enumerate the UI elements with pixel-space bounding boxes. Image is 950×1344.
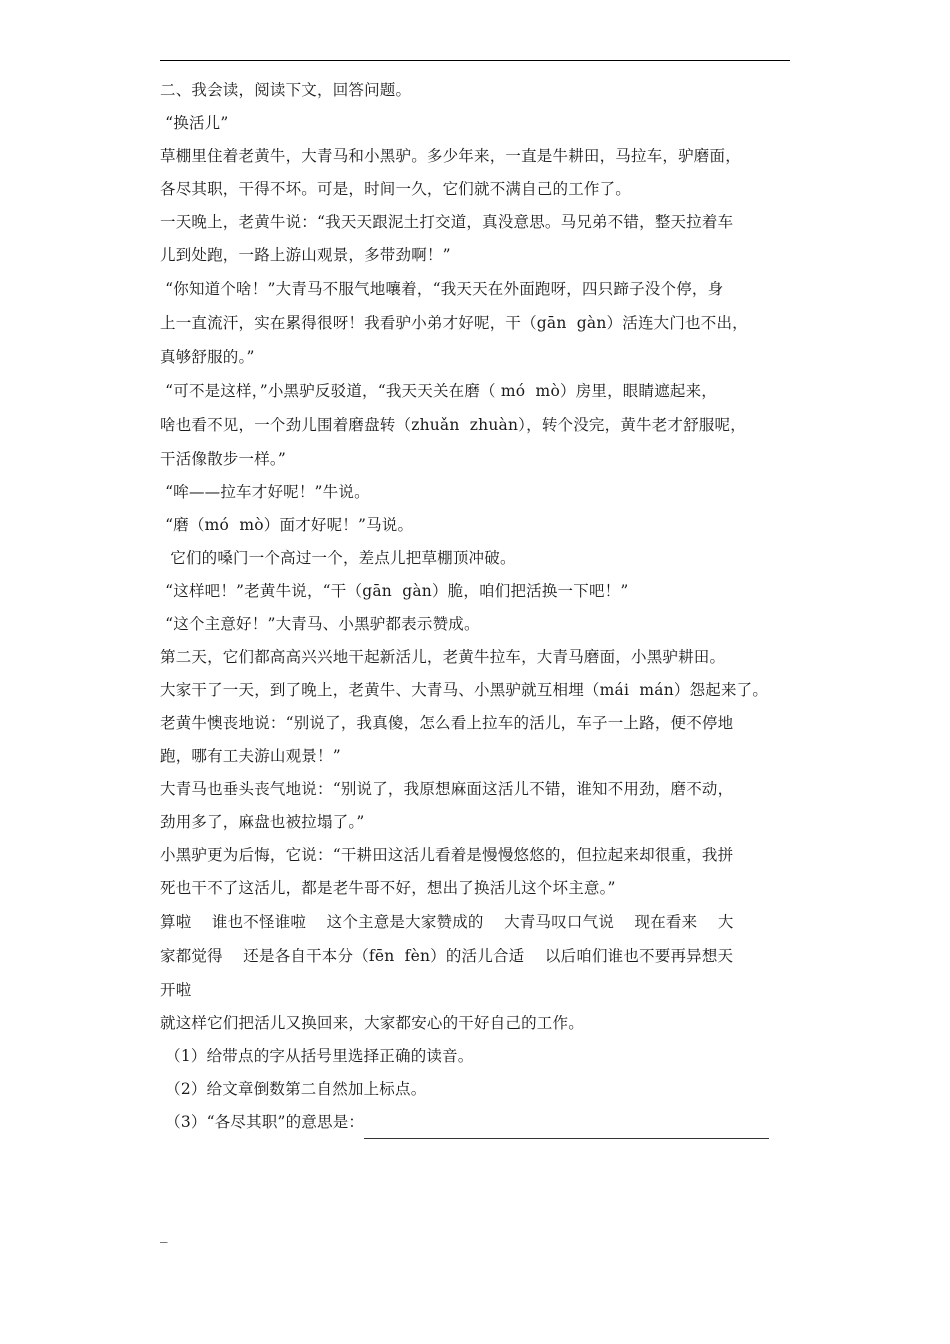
text-line: 劲用多了，麻盘也被拉塌了。” [160,813,365,831]
text-line: “你知道个啥！”大青马不服气地嚷着，“我天天在外面跑呀，四只蹄子没个停，身 [160,280,724,298]
text-line: 儿到处跑，一路上游山观景，多带劲啊！” [160,246,451,264]
text-line: 一天晚上，老黄牛说：“我天天跟泥土打交道，真没意思。马兄弟不错，整天拉着车 [160,213,734,231]
text-line: 上一直流汗，实在累得很呀！我看驴小弟才好呢，干（gān gàn）活连大门也不出， [160,314,748,332]
question-3-text: （3）“各尽其职”的意思是： [160,1113,365,1131]
text-line: “可不是这样，”小黑驴反驳道，“我天天关在磨（ mó mò）房里，眼睛遮起来， [160,382,717,400]
text-line: 草棚里住着老黄牛，大青马和小黑驴。多少年来，一直是牛耕田，马拉车，驴磨面， [160,147,741,165]
text-line: 老黄牛懊丧地说：“别说了，我真傻，怎么看上拉车的活儿，车子一上路，便不停地 [160,714,734,732]
text-line: “哞——拉车才好呢！”牛说。 [160,483,370,501]
document-body [160,74,800,1139]
text-line: “这样吧！”老黄牛说，“干（gān gàn）脆，咱们把活换一下吧！” [160,582,629,600]
text-line: 跑，哪有工夫游山观景！” [160,747,341,765]
text-line: 各尽其职，干得不坏。可是，时间一久，它们就不满自己的工作了。 [160,180,632,198]
text-line: 大青马也垂头丧气地说：“别说了，我原想麻面这活儿不错，谁知不用劲，磨不动， [160,780,734,798]
story-title: “换活儿” [160,114,229,132]
text-line: “这个主意好！”大青马、小黑驴都表示赞成。 [160,615,480,633]
text-line: 真够舒服的。” [160,348,255,366]
text-line: 开啦 [160,981,192,999]
question-1: （1）给带点的字从括号里选择正确的读音。 [160,1047,474,1065]
text-line: 小黑驴更为后悔，它说：“干耕田这活儿看着是慢慢悠悠的，但拉起来却很重，我拼 [160,846,734,864]
answer-blank[interactable] [364,1120,769,1139]
answer-blank-continuation: _ [160,1225,168,1243]
text-line: 就这样它们把活儿又换回来，大家都安心的干好自己的工作。 [160,1014,584,1032]
text-line: 算啦 谁也不怪谁啦 这个主意是大家赞成的 大青马叹口气说 现在看来 大 [160,913,734,931]
text-line: 大家干了一天，到了晚上，老黄牛、大青马、小黑驴就互相埋（mái mán）怨起来了。 [160,681,769,699]
text-line: 家都觉得 还是各自干本分（fēn fèn）的活儿合适 以后咱们谁也不要再异想天 [160,947,734,965]
text-line: 啥也看不见，一个劲儿围着磨盘转（zhuǎn zhuàn），转个没完，黄牛老才舒服呢， [160,416,746,434]
text-line: 第二天，它们都高高兴兴地干起新活儿，老黄牛拉车，大青马磨面，小黑驴耕田。 [160,648,726,666]
header-rule [160,60,790,61]
text-line: “磨（mó mò）面才好呢！”马说。 [160,516,414,534]
text-line: 干活像散步一样。” [160,450,286,468]
question-2: （2）给文章倒数第二自然加上标点。 [160,1080,427,1098]
text-line: 死也干不了这活儿，都是老牛哥不好，想出了换活儿这个坏主意。” [160,879,616,897]
section-heading: 二、我会读，阅读下文，回答问题。 [160,81,412,99]
text-line: 它们的嗓门一个高过一个，差点儿把草棚顶冲破。 [160,549,516,567]
question-3 [160,1106,800,1139]
